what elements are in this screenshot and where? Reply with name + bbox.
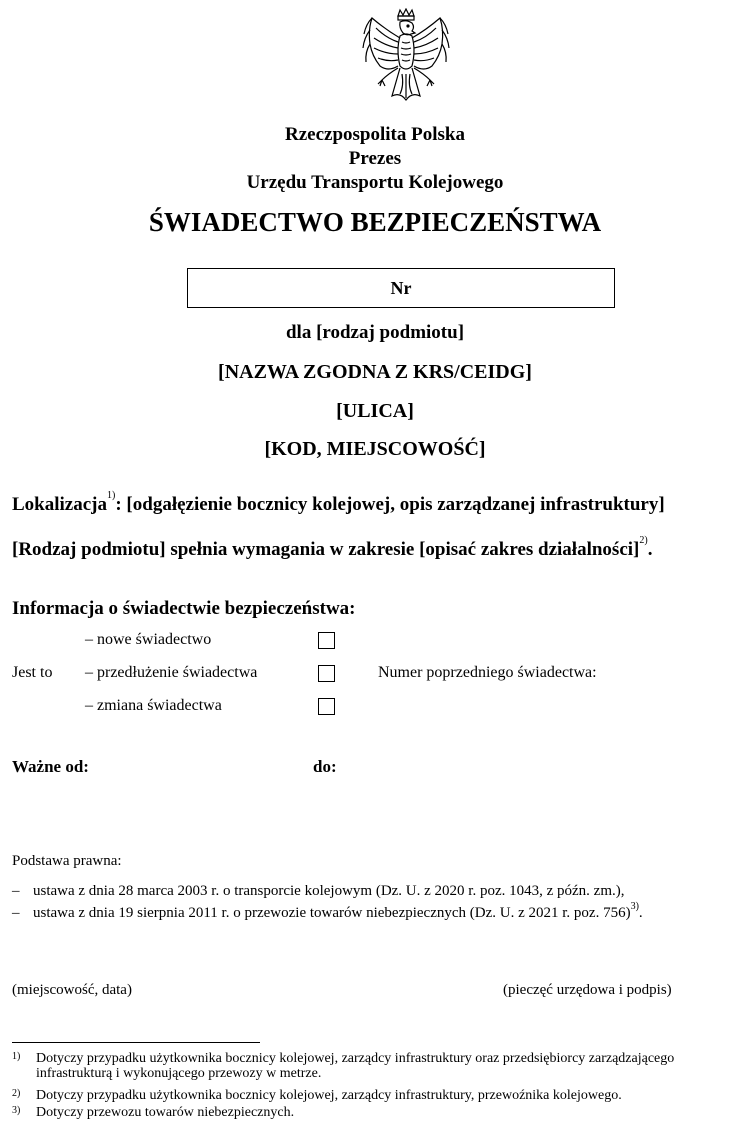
recipient-name: [NAZWA ZGODNA Z KRS/CEIDG] [218,361,532,383]
stamp-signature-caption: (pieczęć urzędowa i podpis) [503,982,672,998]
header-line-1: Rzeczpospolita Polska [285,124,465,145]
location-label: Lokalizacja [12,494,107,515]
legal-basis-heading: Podstawa prawna: [12,853,122,869]
option-extension: – przedłużenie świadectwa [85,664,258,681]
recipient-street: [ULICA] [336,400,414,422]
header-line-3: Urzędu Transportu Kolejowego [246,172,504,193]
footnote-1 [12,1051,744,1081]
footnote-3 [12,1105,744,1120]
valid-to-label: do: [313,757,337,776]
legal-basis-item-2-end: . [638,905,643,921]
checkbox-change[interactable] [318,698,335,715]
checkbox-new-certificate[interactable] [318,632,335,649]
option-change: – zmiana świadectwa [85,697,222,714]
footnote-2-number: 2) [12,1088,21,1099]
legal-basis-dash-1: – [12,883,20,899]
requirements-text: [Rodzaj podmiotu] spełnia wymagania w zakresie [opisać zakres działalności] [12,539,640,560]
certificate-number-box [187,268,615,308]
footnote-3-text: Dotyczy przewozu towarów niebezpiecznych. [36,1105,295,1120]
option-new-certificate: – nowe świadectwo [85,631,212,648]
legal-basis-item-2-text: ustawa z dnia 19 sierpnia 2011 r. o przewozie towarów niebezpiecznych (Dz. U. z 2021 r. poz. 756) [33,905,631,921]
header-line-2: Prezes [348,148,402,169]
certificate-number-label: Nr [390,277,412,298]
footnote-2-text: Dotyczy przypadku użytkownika bocznicy kolejowej, zarządcy infrastruktury, przewoźnika kolejowego. [36,1088,622,1103]
place-date-caption: (miejscowość, data) [12,982,132,998]
footnote-ref-1: 1) [107,490,116,501]
polish-eagle-emblem-icon [358,8,454,112]
checkbox-extension[interactable] [318,665,335,682]
footnote-ref-2: 2) [639,535,648,546]
footnote-1-text: Dotyczy przypadku użytkownika bocznicy kolejowej, zarządcy infrastruktury oraz przedsiębiorcy zarządzającego infrastrukturą i wykonującego przewozy w metrze. [36,1051,675,1081]
valid-from-label: Ważne od: [12,757,89,776]
footnote-1-number: 1) [12,1051,21,1062]
legal-basis-dash-2: – [12,905,20,921]
legal-basis-item-1: ustawa z dnia 28 marca 2003 r. o transporcie kolejowym (Dz. U. z 2020 r. poz. 1043, z późn. zm.), [33,883,625,899]
document-title: ŚWIADECTWO BEZPIECZEŃSTWA [148,207,602,237]
recipient-city: [KOD, MIEJSCOWOŚĆ] [264,438,486,460]
info-heading: Informacja o świadectwie bezpieczeństwa: [12,598,356,619]
location-line [12,490,665,516]
footnote-separator [12,1042,260,1043]
recipient-type: dla [rodzaj podmiotu] [285,322,465,343]
footnote-ref-3: 3) [630,901,639,912]
legal-basis-item-2 [33,901,643,922]
previous-number-label: Numer poprzedniego świadectwa: [378,664,597,681]
requirements-end: . [647,539,653,560]
footnote-3-number: 3) [12,1105,21,1116]
requirements-line [12,535,653,561]
jest-to-label: Jest to [12,664,53,681]
footnote-2 [12,1088,744,1103]
location-text: : [odgałęzienie bocznicy kolejowej, opis zarządzanej infrastruktury] [115,494,665,515]
